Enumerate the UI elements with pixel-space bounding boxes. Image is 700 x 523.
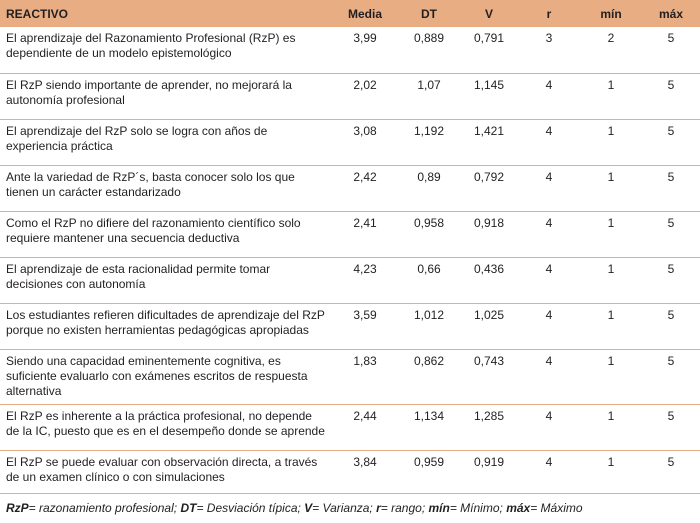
cell-v: 1,421 xyxy=(473,123,505,138)
cell-max: 5 xyxy=(667,261,675,276)
cell-media: 2,44 xyxy=(353,408,377,423)
cell-media: 3,84 xyxy=(353,454,377,469)
cell-media: 3,08 xyxy=(353,123,377,138)
cell-max: 5 xyxy=(667,307,675,322)
cell-reactivo: Siendo una capacidad eminentemente cognitiva, es suficiente evaluarlo con exámenes escritos de respuesta alternativa xyxy=(6,353,308,398)
cell-max: 5 xyxy=(667,169,675,184)
cell-dt: 1,192 xyxy=(413,123,445,138)
header-r: r xyxy=(546,6,552,21)
table-row xyxy=(0,119,700,165)
cell-min: 1 xyxy=(607,261,615,276)
cell-r: 3 xyxy=(545,31,553,45)
cell-min: 1 xyxy=(607,169,615,184)
cell-v: 0,743 xyxy=(473,353,505,368)
header-reactivo: REACTIVO xyxy=(6,6,69,21)
cell-reactivo: Como el RzP no difiere del razonamiento científico solo requiere mantener una secuencia deductiva xyxy=(6,215,301,245)
cell-reactivo: El aprendizaje del RzP solo se logra con años de experiencia práctica xyxy=(6,123,268,153)
cell-v: 0,919 xyxy=(473,454,505,469)
table-row xyxy=(0,404,700,450)
footnote-def: = Mínimo; xyxy=(449,501,507,515)
footnote-def: = Varianza; xyxy=(312,501,377,515)
footnote-def: = rango; xyxy=(380,501,429,515)
cell-min: 1 xyxy=(607,353,615,368)
cell-reactivo: El RzP se puede evaluar con observación directa, a través de un examen clínico o con simulaciones xyxy=(6,454,318,484)
cell-min: 1 xyxy=(607,123,615,138)
cell-dt: 0,89 xyxy=(417,169,441,184)
cell-v: 1,285 xyxy=(473,408,505,423)
cell-r: 4 xyxy=(545,454,553,469)
cell-r: 4 xyxy=(545,353,553,368)
cell-dt: 1,134 xyxy=(413,408,445,423)
cell-media: 2,41 xyxy=(353,215,377,230)
cell-reactivo: El RzP es inherente a la práctica profesional, no depende de la IC, puesto que es en el desempeño donde se aprende xyxy=(6,408,325,438)
cell-reactivo: Ante la variedad de RzP´s, basta conocer solo los que tienen un carácter estandarizado xyxy=(6,169,295,199)
table-header-row xyxy=(0,0,700,27)
cell-reactivo: El aprendizaje del Razonamiento Profesional (RzP) es dependiente de un modelo epistemológico xyxy=(6,31,296,60)
cell-v: 0,792 xyxy=(473,169,505,184)
cell-media: 1,83 xyxy=(353,353,377,368)
header-media: Media xyxy=(347,6,382,21)
footnote-def: = Desviación típica; xyxy=(196,501,305,515)
cell-min: 1 xyxy=(607,77,615,92)
cell-reactivo: El RzP siendo importante de aprender, no mejorará la autonomía profesional xyxy=(6,77,292,107)
table-row xyxy=(0,27,700,73)
cell-media: 2,02 xyxy=(353,77,377,92)
cell-media: 3,99 xyxy=(353,31,377,45)
footnote-abbr: r xyxy=(376,501,381,515)
cell-dt: 0,66 xyxy=(417,261,441,276)
cell-dt: 0,862 xyxy=(413,353,445,368)
table-row xyxy=(0,450,700,496)
header-v: V xyxy=(484,6,493,21)
footnote-abbr: mín xyxy=(428,501,450,515)
cell-dt: 0,959 xyxy=(413,454,445,469)
footnote-abbr: RzP xyxy=(6,501,29,515)
cell-min: 1 xyxy=(607,408,615,423)
cell-v: 1,145 xyxy=(473,77,505,92)
table-row xyxy=(0,303,700,349)
footnote-abbr: V xyxy=(304,501,313,515)
footnote-abbr: DT xyxy=(180,501,197,515)
header-min: mín xyxy=(600,6,622,21)
table-row xyxy=(0,211,700,257)
cell-min: 1 xyxy=(607,454,615,469)
cell-dt: 1,07 xyxy=(417,77,441,92)
table-row xyxy=(0,349,700,404)
cell-r: 4 xyxy=(545,215,553,230)
header-dt: DT xyxy=(421,6,437,21)
cell-reactivo: Los estudiantes refieren dificultades de aprendizaje del RzP porque no existen herramientas pedagógicas apropiadas xyxy=(6,307,325,337)
cell-dt: 1,012 xyxy=(413,307,445,322)
cell-dt: 0,889 xyxy=(413,31,445,45)
cell-reactivo: El aprendizaje de esta racionalidad permite tomar decisiones con autonomía xyxy=(6,261,271,291)
table-row xyxy=(0,165,700,211)
cell-media: 2,42 xyxy=(353,169,377,184)
cell-min: 1 xyxy=(607,307,615,322)
cell-max: 5 xyxy=(667,408,675,423)
cell-min: 1 xyxy=(607,215,615,230)
table-footnote xyxy=(6,501,583,515)
cell-r: 4 xyxy=(545,408,553,423)
footnote-abbr: máx xyxy=(506,501,531,515)
cell-r: 4 xyxy=(545,123,553,138)
cell-max: 5 xyxy=(667,31,675,45)
cell-r: 4 xyxy=(545,169,553,184)
cell-v: 0,436 xyxy=(473,261,505,276)
cell-r: 4 xyxy=(545,261,553,276)
cell-max: 5 xyxy=(667,353,675,368)
cell-max: 5 xyxy=(667,215,675,230)
cell-max: 5 xyxy=(667,123,675,138)
cell-v: 1,025 xyxy=(473,307,505,322)
table-row xyxy=(0,73,700,119)
header-max: máx xyxy=(658,6,684,21)
footnote-def: = Máximo xyxy=(530,501,583,515)
cell-max: 5 xyxy=(667,454,675,469)
table-bottom-rule xyxy=(0,493,700,494)
cell-media: 4,23 xyxy=(353,261,377,276)
table-row xyxy=(0,257,700,303)
cell-max: 5 xyxy=(667,77,675,92)
footnote-def: = razonamiento profesional; xyxy=(28,501,181,515)
cell-r: 4 xyxy=(545,77,553,92)
cell-media: 3,59 xyxy=(353,307,377,322)
cell-v: 0,791 xyxy=(473,31,505,45)
cell-v: 0,918 xyxy=(473,215,505,230)
cell-min: 2 xyxy=(607,31,615,45)
cell-dt: 0,958 xyxy=(413,215,445,230)
cell-r: 4 xyxy=(545,307,553,322)
